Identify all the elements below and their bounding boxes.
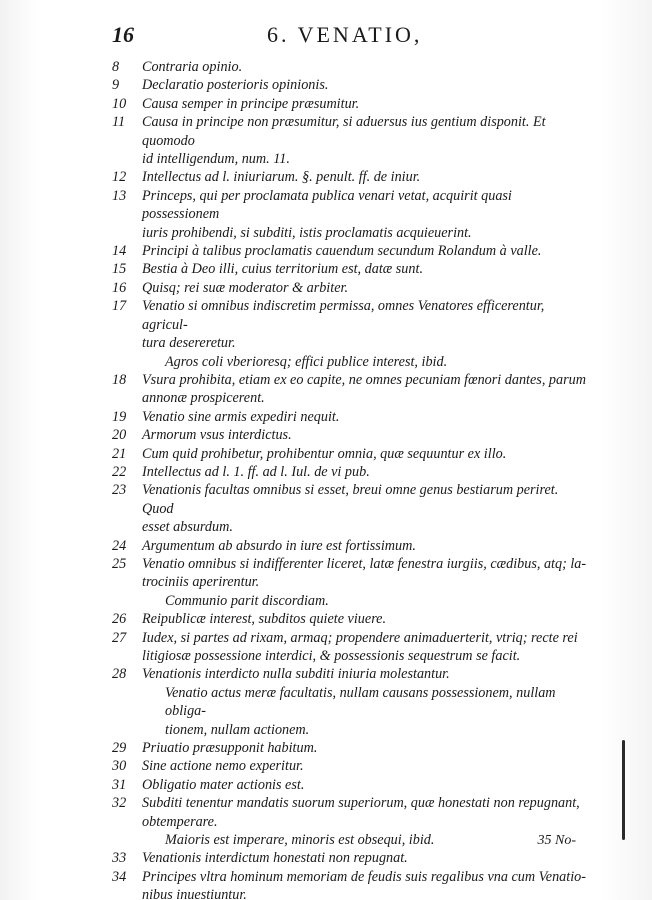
page-header [112,22,532,52]
entry-text: obtemperare. [142,813,218,830]
entry-number: 29 [112,740,127,757]
entry-text: Sine actione nemo experitur. [142,758,304,775]
entry-number: 13 [112,187,127,204]
entry-number: 27 [112,629,127,646]
entry-number: 12 [112,169,127,186]
entry-number: 16 [112,279,127,296]
summary-entry [112,408,592,426]
entry-text: Princeps, qui per proclamata publica venari vetat, acquirit quasi possessionem [142,187,512,223]
entry-text: Quisq; rei suæ moderator & arbiter. [142,279,348,296]
entry-number: 25 [112,555,127,572]
summary-entry [112,224,592,242]
entry-text: Venatio sine armis expediri nequit. [142,408,340,425]
entry-text: Obligatio mater actionis est. [142,776,305,793]
entry-text: Causa semper in principe præsumitur. [142,95,360,112]
entry-subnote: Agros coli vberioresq; effici publice interest, ibid. [165,353,448,370]
entry-text: annonæ prospicerent. [142,390,265,407]
entry-number: 31 [112,776,127,793]
entry-text: Contraria opinio. [142,59,243,75]
entry-text: Declaratio posterioris opinionis. [142,77,329,94]
entry-subnote: tionem, nullam actionem. [165,721,310,738]
summary-entry [112,555,592,573]
entry-text: Venationis interdictum honestati non repugnat. [142,850,408,867]
entry-number: 15 [112,261,127,278]
summary-entry [112,389,592,407]
entry-number: 34 [112,868,127,885]
catchword: 35 No- [537,833,576,848]
entry-number: 30 [112,758,127,775]
page-number: 16 [112,22,134,47]
summary-entry [112,573,592,591]
entry-number: 24 [112,537,127,554]
entry-subnote: Venatio actus meræ facultatis, nullam causans possessionem, nullam obliga- [165,684,556,720]
entry-number: 17 [112,298,127,315]
entry-number: 28 [112,666,127,683]
entry-number: 22 [112,463,127,480]
entry-number: 23 [112,482,127,499]
entry-number [112,573,142,591]
summary-entry [112,426,592,444]
entry-number [112,813,142,831]
entry-text: Iudex, si partes ad rixam, armaq; propendere animaduerterit, vtriq; recte rei [142,629,578,646]
summary-entry [112,297,592,334]
entry-text: Reipublicæ interest, subditos quiete viuere. [142,611,387,628]
entry-number: 8 [112,59,120,75]
entry-text: iuris prohibendi, si subditi, istis proclamatis acquieuerint. [142,224,472,241]
entry-text: Principi à talibus proclamatis cauendum secundum Rolandum à valle. [142,243,542,260]
summary-entry [112,886,592,900]
summary-entry [112,739,592,757]
summary-entry [112,813,592,831]
summary-entry [112,95,592,113]
entry-text: Subditi tenentur mandatis suorum superiorum, quæ honestati non repugnant, [142,795,580,812]
entry-number: 10 [112,95,127,112]
entry-number: 18 [112,371,127,388]
entry-text: Vsura prohibita, etiam ex eo capite, ne omnes pecuniam fœnori dantes, parum [142,371,586,388]
summary-entry [112,794,592,812]
entry-number [112,886,142,900]
summary-entry [112,58,592,76]
summary-entry [112,113,592,150]
entry-number: 20 [112,427,127,444]
entry-text: Armorum vsus interdictus. [142,427,292,444]
entry-text: trociniis aperirentur. [142,574,260,591]
entry-number: 26 [112,611,127,628]
entry-text: Argumentum ab absurdo in iure est fortissimum. [142,537,416,554]
summary-entry [112,481,592,518]
summary-entry [112,610,592,628]
entry-text: id intelligendum, num. 11. [142,151,290,168]
summary-entry [112,260,592,278]
summary-entry [112,757,592,775]
summary-entry [112,665,592,683]
entry-number [112,150,142,168]
entry-subnote: Maioris est imperare, minoris est obsequi, ibid. [165,832,435,849]
entry-text: Intellectus ad l. iniuriarum. §. penult. ff. de iniur. [142,169,421,186]
summary-entry [112,463,592,481]
summary-list [112,58,592,900]
entry-text: Priuatio præsupponit habitum. [142,740,318,757]
entry-number [112,224,142,242]
summary-entry [112,647,592,665]
entry-text: Cum quid prohibetur, prohibentur omnia, quæ sequuntur ex illo. [142,445,507,462]
entry-text: Causa in principe non præsumitur, si aduersus ius gentium disponit. Et quomodo [142,114,546,149]
summary-entry [112,537,592,555]
summary-entry [112,776,592,794]
entry-text: tura desereretur. [142,335,236,352]
entry-text: nibus inuestiuntur. [142,887,247,900]
entry-number: 11 [112,114,126,131]
summary-entry [112,849,592,867]
entry-number [112,334,142,352]
summary-entry [112,629,592,647]
entry-text: litigiosæ possessione interdici, & possessionis sequestrum se facit. [142,648,521,664]
summary-entry [112,334,592,352]
entry-number: 32 [112,795,127,812]
entry-text: Venationis interdicto nulla subditi iniuria molestantur. [142,666,450,683]
entry-text: Venatio si omnibus indiscretim permissa, omnes Venatores efficerentur, agricul- [142,298,545,333]
entry-number [112,389,142,407]
summary-entry [112,279,592,297]
margin-mark [622,740,625,840]
summary-entry [112,371,592,389]
entry-number [112,518,142,536]
summary-entry [112,868,592,886]
summary-entry [112,168,592,186]
entry-text: Bestia à Deo illi, cuius territorium est, datæ sunt. [142,261,423,278]
summary-entry [112,150,592,168]
entry-number: 9 [112,77,120,94]
running-title: 6. VENATIO, [267,22,423,47]
summary-entry [112,76,592,94]
entry-text: Principes vltra hominum memoriam de feudis suis regalibus vna cum Venatio- [142,868,586,885]
summary-entry [112,187,592,224]
entry-number: 33 [112,850,127,867]
entry-subnote: Communio parit discordiam. [165,592,329,609]
entry-number: 19 [112,408,127,425]
entry-number [112,647,142,665]
entry-text: Venationis facultas omnibus si esset, breui omne genus bestiarum periret. Quod [142,482,559,517]
summary-entry [112,242,592,260]
entry-text: esset absurdum. [142,519,233,536]
summary-entry [112,518,592,536]
entry-number: 14 [112,243,127,260]
entry-text: Intellectus ad l. 1. ff. ad l. Iul. de vi pub. [142,463,370,480]
entry-number: 21 [112,445,127,462]
entry-text: Venatio omnibus si indifferenter liceret, latæ fenestra iurgiis, cædibus, atq; la- [142,555,587,572]
summary-entry [112,445,592,463]
